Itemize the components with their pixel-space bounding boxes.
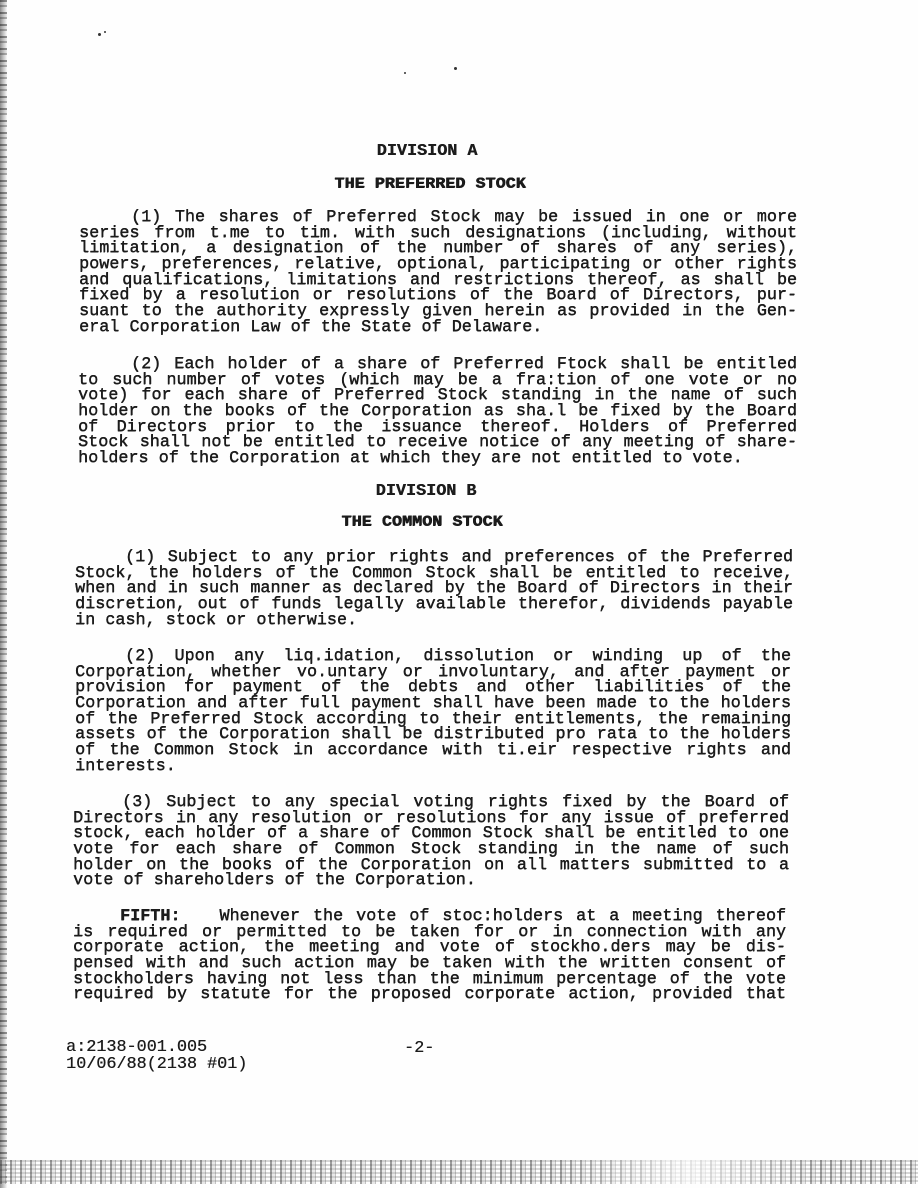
paragraph-line: stock, each holder of a share of Common Stock shall be entitled to one	[73, 824, 789, 844]
paragraph-line: vote) for each share of Preferred Stock standing in the name of such	[78, 386, 797, 406]
common-stock-heading: THE COMMON STOCK	[341, 514, 503, 531]
paragraph-a-2	[78, 357, 797, 467]
paragraph-line: Stock shall not be entitled to receive notice of any meeting of share-	[78, 433, 797, 453]
paragraph-b-2	[75, 649, 791, 775]
paragraph-line: Corporation, whether vo.untary or involuntary, and after payment or	[75, 662, 791, 682]
paragraph-b-3	[73, 795, 789, 889]
paragraph-line: (1) Subject to any prior rights and preferences of the Preferred	[125, 548, 793, 567]
paragraph-line: interests.	[75, 756, 176, 776]
paragraph-line: (2) Each holder of a share of Preferred Ftock shall be entitled	[131, 355, 797, 374]
paragraph-line: corporate action, the meeting and vote of stockho.ders may be dis-	[73, 938, 786, 958]
paragraph-line: vote for each share of Common Stock standing in the name of such	[73, 840, 789, 860]
paragraph-line: limitation, a designation of the number of shares of any series),	[79, 239, 797, 259]
paragraph-line: to such number of votes (which may be a fra:tion of one vote or no	[78, 370, 797, 390]
division-b-heading: DIVISION B	[375, 482, 477, 501]
paragraph-line: assets of the Corporation shall be distributed pro rata to the holders	[75, 725, 791, 745]
scan-speck	[104, 31, 106, 33]
paragraph-line: and qualifications, limitations and restrictions thereof, as shall be	[79, 270, 797, 290]
footer-date-ref: 10/06/88(2138 #01)	[66, 1055, 248, 1074]
paragraph-a-1	[79, 210, 797, 336]
paragraph-line: of Directors prior to the issuance thereof. Holders of Preferred	[78, 417, 797, 437]
scan-speck	[404, 72, 406, 74]
paragraph-line: pensed with and such action may be taken with the written consent of	[73, 954, 786, 974]
paragraph-line: Stock, the holders of the Common Stock shall be entitled to receive,	[75, 563, 793, 583]
paragraph-line: series from t.me to tim. with such designations (including, without	[79, 223, 797, 243]
paragraph-line: (1) The shares of Preferred Stock may be issued in one or more	[131, 208, 797, 227]
footer-doc-id: a:2138-001.005	[66, 1038, 207, 1057]
paragraph-line: of the Common Stock in accordance with ti.eir respective rights and	[75, 741, 791, 761]
paragraph-line: when and in such manner as declared by the Board of Directors in their	[75, 579, 793, 599]
paragraph-line: vote of shareholders of the Corporation.	[73, 871, 476, 891]
paragraph-line: in cash, stock or otherwise.	[75, 610, 357, 630]
article-label: FIFTH:	[120, 907, 181, 926]
scan-speck	[98, 33, 101, 36]
page-number: -2-	[404, 1039, 435, 1058]
paragraph-b-1	[75, 550, 793, 628]
paragraph-line-text: Whenever the vote of stoc:holders at a meeting thereof	[219, 907, 786, 926]
paragraph-line: holder on the books of the Corporation as sha.l be fixed by the Board	[78, 402, 797, 422]
preferred-stock-heading: THE PREFERRED STOCK	[334, 176, 526, 193]
paragraph-line: (3) Subject to any special voting rights fixed by the Board of	[122, 793, 789, 812]
paragraph-line: holders of the Corporation at which they are not entitled to vote.	[78, 449, 743, 469]
paragraph-line: eral Corporation Law of the State of Delaware.	[79, 317, 543, 337]
paragraph-line: Directors in any resolution or resolutions for any issue of preferred	[73, 808, 789, 828]
paragraph-line: fixed by a resolution or resolutions of the Board of Directors, pur-	[79, 286, 797, 306]
paragraph-line: suant to the authority expressly given herein as provided in the Gen-	[79, 302, 797, 322]
scan-speck	[454, 67, 457, 70]
paragraph-fifth	[73, 909, 786, 1003]
paragraph-line: stockholders having not less than the minimum percentage of the vote	[73, 969, 786, 989]
scan-bottom-band-fade	[560, 1158, 820, 1186]
paragraph-line: (2) Upon any liq.idation, dissolution or winding up of the	[125, 647, 791, 666]
division-a-heading: DIVISION A	[376, 142, 478, 161]
paragraph-line: holder on the books of the Corporation on all matters submitted to a	[73, 855, 789, 875]
paragraph-line: Corporation and after full payment shall have been made to the holders	[75, 694, 791, 714]
paragraph-line: required by statute for the proposed corporate action, provided that	[73, 985, 786, 1005]
paragraph-line: is required or permitted to be taken for or in connection with any	[73, 922, 786, 942]
paragraph-line: of the Preferred Stock according to their entitlements, the remaining	[75, 709, 791, 729]
paragraph-line: powers, preferences, relative, optional, participating or other rights	[79, 255, 797, 275]
paragraph-line: provision for payment of the debts and other liabilities of the	[75, 678, 791, 698]
paragraph-line: discretion, out of funds legally available therefor, dividends payable	[75, 595, 793, 615]
